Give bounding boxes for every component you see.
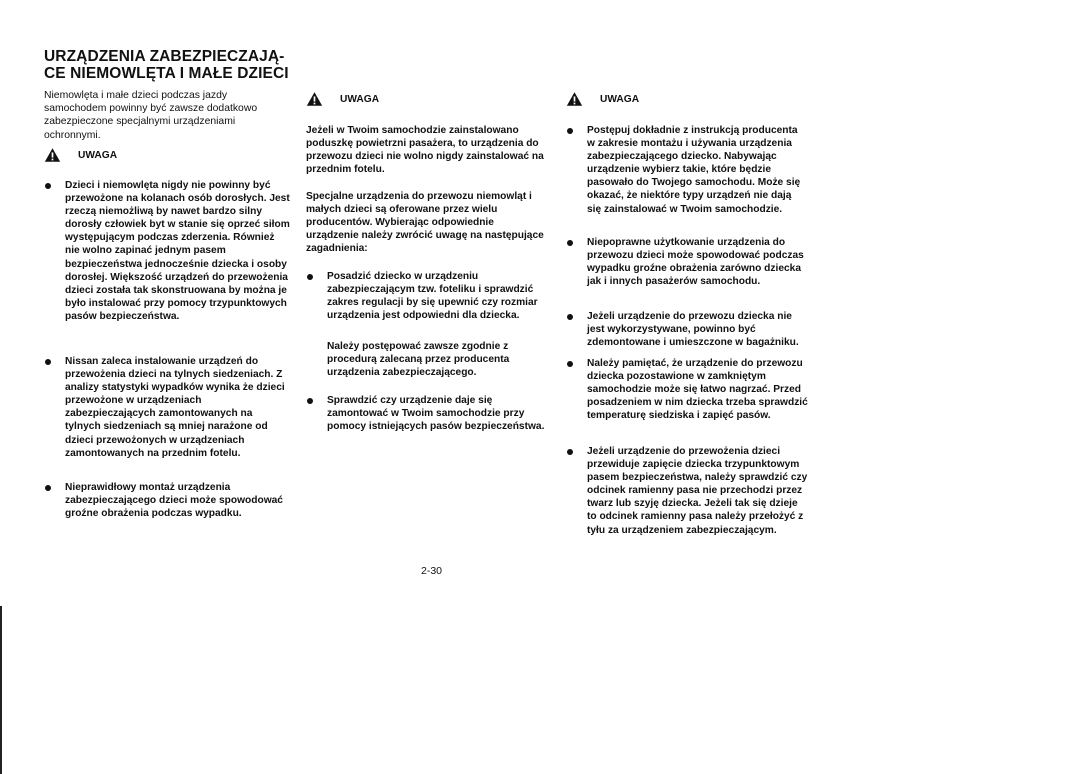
airbag-paragraph: Jeżeli w Twoim samochodzie zainstalowano poduszkę powietrzni pasażera, to urządzenia do przewozu dzieci nie wolno nigdy zainstalować na przednim fotelu. — [306, 125, 544, 176]
warning-label: UWAGA — [340, 93, 380, 105]
page-title: URZĄDZENIA ZABEZPIECZAJĄ-CE NIEMOWLĘTA I MAŁE DZIECI — [44, 48, 289, 82]
warning-header-3 — [566, 90, 639, 108]
bullet-icon — [567, 314, 573, 320]
list-item — [566, 124, 808, 216]
list-item — [566, 236, 808, 288]
bullet-text: Sprawdzić czy urządzenie daje się zamontować w Twoim samochodzie przy pomocy istniejących pasów bezpieczeństwa. — [327, 395, 545, 433]
bullet-icon — [567, 449, 573, 455]
intro-paragraph: Niemowlęta i małe dzieci podczas jazdy samochodem powinny być zawsze dodatkowo zabezpieczone specjalnymi urządzeniami ochronnymi. — [44, 90, 258, 141]
list-item — [566, 310, 808, 349]
warning-triangle-icon — [44, 147, 61, 163]
bullet-icon — [45, 183, 51, 189]
list-item — [44, 481, 290, 520]
bullet-text: Posadzić dziecko w urządzeniu zabezpieczającym tzw. foteliku i sprawdzić zakres regulacji by się upewnić czy rozmiar urządzenia jest odpowiedni dla dziecka. — [327, 271, 538, 322]
warning-header-2 — [306, 90, 379, 108]
bullet-icon — [567, 240, 573, 246]
list-item — [306, 394, 546, 433]
warning-label: UWAGA — [600, 93, 640, 105]
bullet-icon — [567, 361, 573, 367]
bullet-icon — [45, 485, 51, 491]
bullet-text: Nissan zaleca instalowanie urządzeń do przewożenia dzieci na tylnych siedzeniach. Z analizy statystyki wypadków wynika że dzieci przewożone w urządzeniach zabezpieczających zamontowanych na tylnych siedzeniach są mniej narażone od dzieci przewożonych w urządzeniach zamontowanych na przednim fotelu. — [65, 356, 285, 459]
bullet-text: Niepoprawne użytkowanie urządzenia do przewozu dzieci może spowodować podczas wypadku groźne obrażenia zarówno dziecka jak i innych pasażerów samochodu. — [587, 237, 804, 288]
list-item — [306, 270, 546, 322]
list-item — [44, 179, 290, 323]
warning-triangle-icon — [566, 91, 583, 107]
warning-header-1 — [44, 146, 117, 164]
page-edge-line — [0, 606, 2, 774]
bullet-text: Dzieci i niemowlęta nigdy nie powinny być przewożone na kolanach osób dorosłych. Jest rzeczą niemożliwą by nawet bardzo silny dorosły człowiek byt w stanie się oprzeć siłom występującym podczas zderzenia. Również nie wolno zapinać jednym pasem bezpieczeństwa jednocześnie dziecka i osoby dorosłej. Większość urządzeń do przewożenia dzieci została tak skonstruowana by można je było instalować przy pomocy trzypunktowych pasów bezpieczeństwa. — [65, 180, 290, 322]
bullet-icon — [45, 359, 51, 365]
bullet-text: Jeżeli urządzenie do przewozu dziecka nie jest wykorzystywane, powinno być zdemontowane i umieszczone w bagażniku. — [587, 311, 799, 349]
list-item — [44, 355, 290, 460]
warning-triangle-icon — [306, 91, 323, 107]
bullet-text: Postępuj dokładnie z instrukcją producenta w zakresie montażu i używania urządzenia zabezpieczającego dziecko. Nabywając urządzenie wybierz takie, które będzie pasowało do Twojego samochodu. Może się okazać, że niektóre typy urządzeń nie dają się zainstalować w Twoim samochodzie. — [587, 125, 801, 215]
list-item — [566, 445, 808, 537]
list-item — [566, 357, 808, 422]
bullet-icon — [307, 274, 313, 280]
selection-paragraph: Specjalne urządzenia do przewozu niemowląt i małych dzieci są oferowane przez wielu producentów. Wybierając odpowiednie urządzenie należy zwrócić uwagę na następujące zagadnienia: — [306, 191, 544, 255]
page-number: 2-30 — [421, 565, 443, 577]
bullet-text: Należy pamiętać, że urządzenie do przewozu dziecka pozostawione w zamkniętym samochodzie może się łatwo nagrzać. Przed posadzeniem w nim dziecka trzeba sprawdzić temperaturę siedziska i zapięć pasów. — [587, 358, 808, 422]
procedure-note: Należy postępować zawsze zgodnie z procedurą zalecaną przez producenta urządzenia zabezpieczającego. — [327, 341, 510, 379]
bullet-text: Jeżeli urządzenie do przewożenia dzieci przewiduje zapięcie dziecka trzypunktowym pasem bezpieczeństwa, należy sprawdzić czy odcinek ramienny pasa nie przechodzi przez twarz lub szyję dziecka. Jeżeli tak się dzieje to odcinek ramienny pasa należy przełożyć z tyłu za urządzeniem zabezpieczającym. — [587, 446, 808, 536]
bullet-icon — [567, 128, 573, 134]
bullet-icon — [307, 398, 313, 404]
bullet-text: Nieprawidłowy montaż urządzenia zabezpieczającego dzieci może spowodować groźne obrażenia podczas wypadku. — [65, 482, 283, 520]
warning-label: UWAGA — [78, 149, 118, 161]
